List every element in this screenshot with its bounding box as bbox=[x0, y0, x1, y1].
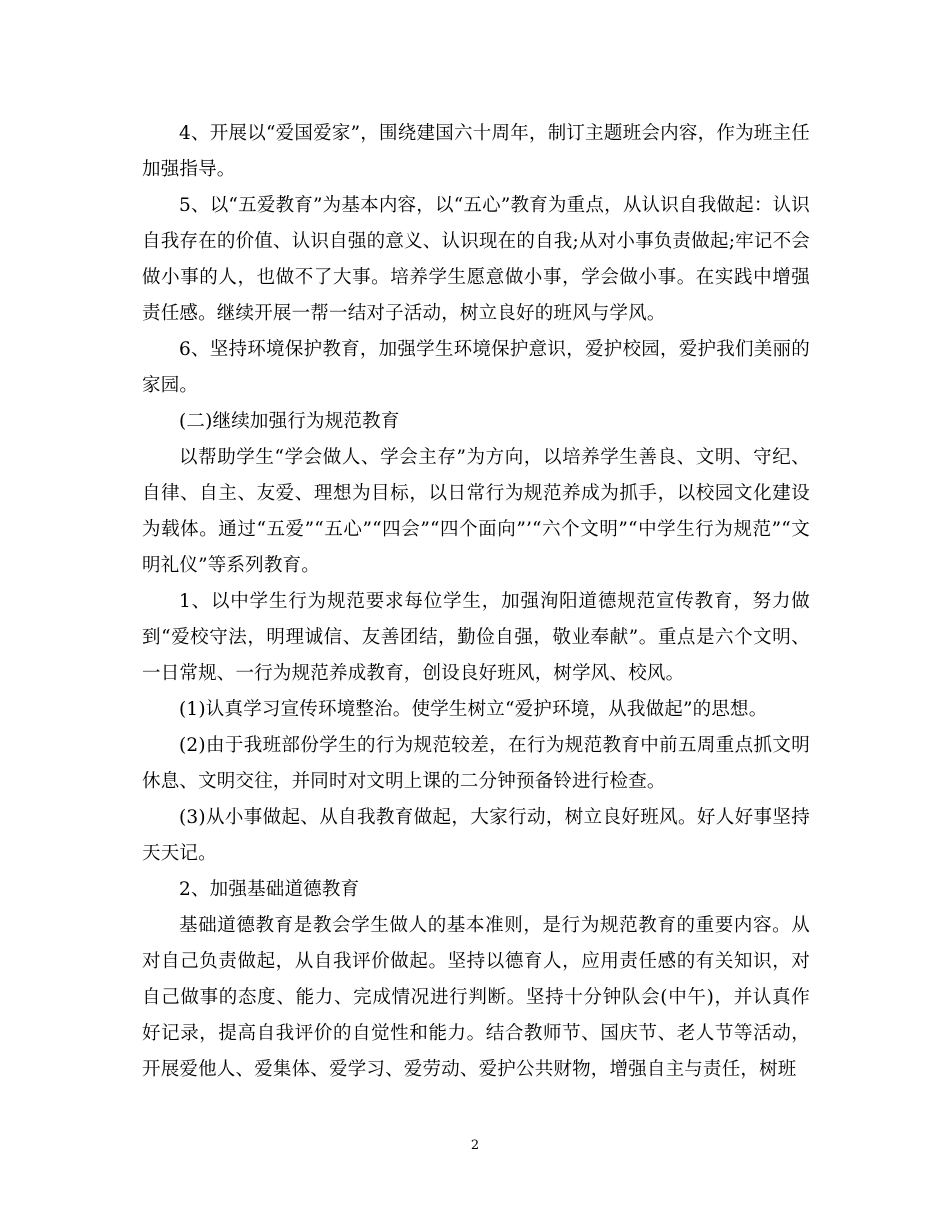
page-number: 2 bbox=[470, 1138, 480, 1153]
paragraph-item-4: 4、开展以“爱国爱家”，围绕建国六十周年，制订主题班会内容，作为班主任加强指导。 bbox=[142, 123, 810, 180]
paragraph-basic-morality: 基础道德教育是教会学生做人的基本准则，是行为规范教育的重要内容。从对自己负责做起，从自我评价做起。坚持以德育人，应用责任感的有关知识，对自己做事的态度、能力、完成情况进行判断。坚持十分钟队会(中午)，并认真作好记录，提高自我评价的自觉性和能力。结合教师节、国庆节、老人节等活动，开展爱他人、爱集体、爱学习、爱劳动、爱护公共财物，增强自主与责任，树班 bbox=[142, 915, 810, 1080]
section-heading-behavior: (二)继续加强行为规范教育 bbox=[179, 411, 400, 432]
paragraph-item-5: 5、以“五爱教育”为基本内容，以“五心”教育为重点，从认识自我做起：认识自我存在的价值、认识自强的意义、认识现在的自我;从对小事负责做起;牢记不会做小事的人，也做不了大事。培养学生愿意做小事，学会做小事。在实践中增强责任感。继续开展一帮一结对子活动，树立良好的班风与学风。 bbox=[142, 195, 810, 324]
paragraph-item-1: 1、以中学生行为规范要求每位学生，加强洵阳道德规范宣传教育，努力做到“爱校守法，明理诚信、友善团结，勤俭自强，敬业奉献”。重点是六个文明、一日常规、一行为规范养成教育，创设良好班风，树学风、校风。 bbox=[142, 591, 810, 684]
paragraph-behavior-intro: 以帮助学生“学会做人、学会主存”为方向，以培养学生善良、文明、守纪、自律、自主、友爱、理想为目标，以日常行为规范养成为抓手，以校园文化建设为载体。通过“五爱”“五心”“四会”“四个面向”’“六个文明”“中学生行为规范”“文明礼仪”等系列教育。 bbox=[142, 447, 810, 576]
paragraph-subitem-3: (3)从小事做起、从自我教育做起，大家行动，树立良好班风。好人好事坚持天天记。 bbox=[142, 807, 810, 864]
document-body bbox=[142, 116, 810, 1088]
paragraph-item-6: 6、坚持环境保护教育，加强学生环境保护意识，爱护校园，爱护我们美丽的家园。 bbox=[142, 339, 810, 396]
heading-item-2: 2、加强基础道德教育 bbox=[179, 879, 360, 900]
paragraph-subitem-2: (2)由于我班部份学生的行为规范较差，在行为规范教育中前五周重点抓文明休息、文明交往，并同时对文明上课的二分钟预备铃进行检查。 bbox=[142, 735, 810, 792]
paragraph-subitem-1: (1)认真学习宣传环境整治。使学生树立“爱护环境，从我做起”的思想。 bbox=[179, 699, 768, 720]
